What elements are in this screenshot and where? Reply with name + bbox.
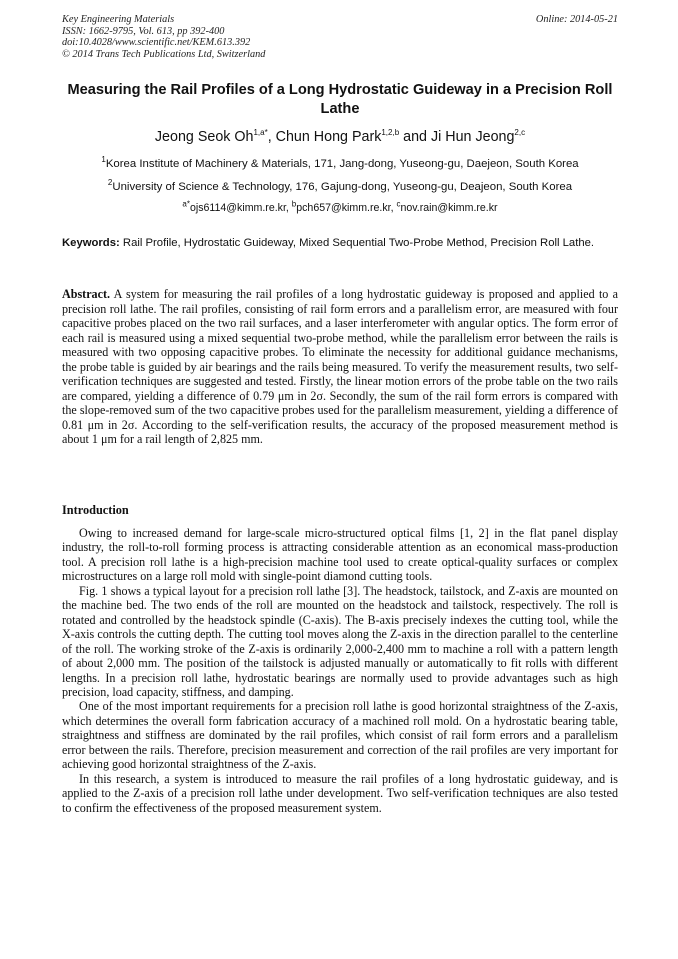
- author-superscript: 1,a*: [253, 128, 268, 138]
- issn-line: ISSN: 1662-9795, Vol. 613, pp 392-400: [62, 25, 225, 37]
- email-address: pch657@kimm.re.kr,: [296, 202, 397, 214]
- abstract-text: A system for measuring the rail profiles of a long hydrostatic guideway is proposed and applied to a precision roll lathe. The rail profiles, consisting of rail form errors and a parallelism error, are measured with four capacitive probes placed on the two rail surfaces, and a laser interferometer with angular optics. The form error of each rail is measured using a mixed sequential two-probe method, while the parallelism error between the rails is measured with two opposing capacitive probes. To eliminate the necessity for additional guidance mechanisms, the probe table is guided by air bearings and the rails being measured. To verify the measurement results, two self-verification techniques are suggested and tested. Firstly, the linear motion errors of the probe table on the two rails are compared, yielding a difference of 0.79 μm in 2σ. Secondly, the sum of the rail form errors is compared with the slope-removed sum of the two capacitive probes used for the parallelism measurement, yielding a difference of 0.81 μm in 2σ. According to the self-verification results, the accuracy of the proposed measurement method is about 1 μm for a rail length of 2,825 mm.: [62, 287, 618, 446]
- abstract-block: [62, 287, 618, 447]
- keywords-label: Keywords:: [62, 237, 120, 249]
- doi-line: doi:10.4028/www.scientific.net/KEM.613.392: [62, 37, 251, 49]
- email-address: ojs6114@kimm.re.kr,: [189, 202, 292, 214]
- intro-paragraph: Owing to increased demand for large-scale micro-structured optical films [1, 2] in the flat panel display industry, the roll-to-roll forming process is attracting considerable attention as an economical mass-production tool. A precision roll lathe is a high-precision machine tool used to create optical-quality surfaces or complex microstructures on a large roll mold with single-point diamond cutting tools.: [62, 526, 618, 584]
- email-address: nov.rain@kimm.re.kr: [400, 202, 498, 214]
- keywords-text: Rail Profile, Hydrostatic Guideway, Mixed Sequential Two-Probe Method, Precision Roll Lathe.: [119, 237, 595, 249]
- journal-header: [62, 14, 618, 60]
- author-name: Jeong Seok Oh: [154, 129, 254, 145]
- affiliation-2: [62, 180, 618, 194]
- author-superscript: 1,2,b: [381, 128, 400, 138]
- journal-name: Key Engineering Materials: [62, 14, 175, 25]
- author-name: Ji Hun Jeong: [430, 129, 515, 145]
- author-name: Chun Hong Park: [275, 129, 382, 145]
- author-separator: ,: [267, 129, 276, 145]
- introduction-body: [62, 526, 618, 815]
- affiliation-1: [62, 157, 618, 171]
- online-date: Online: 2014-05-21: [535, 14, 618, 25]
- author-separator: and: [399, 129, 431, 145]
- affiliation-text: University of Science & Technology, 176, Gajung-dong, Yuseong-gu, Deajeon, South Korea: [112, 181, 573, 193]
- author-list: [62, 128, 618, 146]
- email-superscript: b: [291, 199, 297, 209]
- section-heading-introduction: Introduction: [62, 503, 129, 517]
- abstract-label: Abstract.: [62, 287, 111, 301]
- intro-paragraph: One of the most important requirements for a precision roll lathe is good horizontal straightness of the Z-axis, which determines the overall form fabrication accuracy of a machined roll mold. On a hydrostatic bearing table, straightness and stiffness are dominated by the rail profiles, which consist of rail form errors and a parallelism error between the rails. Therefore, precision measurement and correction of the rail profiles are very important for achieving good horizontal straightness of the Z-axis.: [62, 699, 618, 772]
- intro-paragraph: Fig. 1 shows a typical layout for a precision roll lathe [3]. The headstock, tailstock, and Z-axis are mounted on the machine bed. The two ends of the roll are mounted on the headstock and tailstock, respectively. The roll is rotated and controlled by the headstock spindle (C-axis). The B-axis precisely indexes the cutting tool, while the X-axis controls the cutting depth. The cutting tool moves along the Z-axis in the direction parallel to the centerline of the roll. The working stroke of the Z-axis is ordinarily 2,000-2,400 mm to machine a roll with a pattern length of about 2,000 mm. The position of the tailstock is adjusted manually or automatically to fit rolls with different lengths. In a precision roll lathe, hydrostatic bearings are normally used to provide advantages such as high precision, load capacity, stiffness, and damping.: [62, 583, 618, 699]
- paper-title: Measuring the Rail Profiles of a Long Hydrostatic Guideway in a Precision Roll Lathe: [67, 82, 613, 117]
- intro-paragraph: In this research, a system is introduced to measure the rail profiles of a long hydrostatic guideway, and is applied to the Z-axis of a precision roll lathe under development. Two self-verification techniques are also tested to confirm the effectiveness of the proposed measurement system.: [62, 771, 618, 815]
- affiliation-superscript: 1: [101, 155, 106, 165]
- email-superscript: a*: [182, 199, 190, 209]
- affiliation-text: Korea Institute of Machinery & Materials, 171, Jang-dong, Yuseong-gu, Daejeon, South Korea: [105, 158, 579, 170]
- copyright-line: © 2014 Trans Tech Publications Ltd, Switzerland: [62, 48, 266, 60]
- email-list: [62, 201, 618, 215]
- email-superscript: c: [396, 199, 401, 209]
- author-superscript: 2,c: [514, 128, 526, 138]
- affiliation-superscript: 2: [107, 178, 113, 188]
- keywords-block: [62, 236, 618, 251]
